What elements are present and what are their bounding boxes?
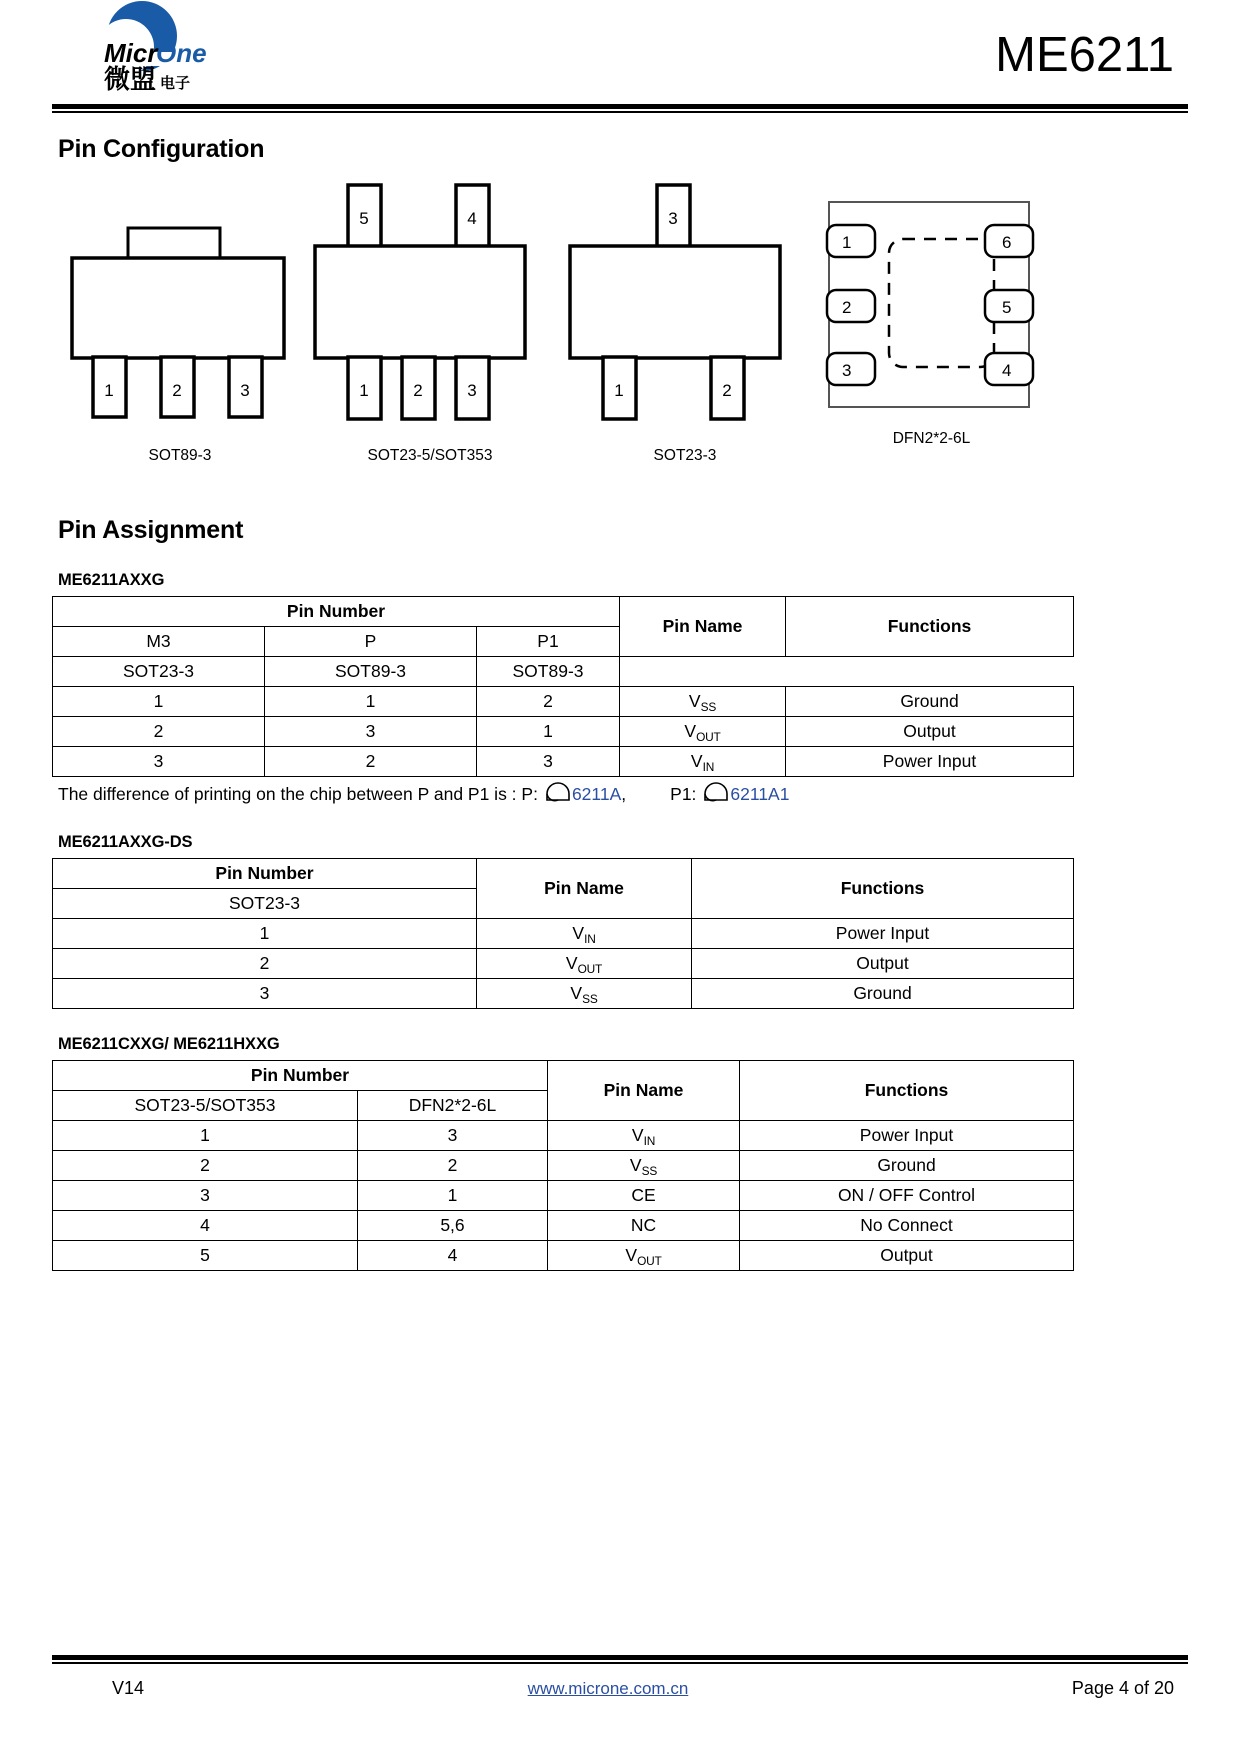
package-dfn2x2-6l — [824, 197, 1039, 448]
table-row — [53, 1241, 1074, 1271]
mark-svg — [545, 782, 571, 802]
pin-name-base: V — [690, 751, 703, 771]
cell-pin-name — [477, 949, 692, 979]
table-row — [53, 859, 1074, 889]
company-website-link[interactable]: www.microne.com.cn — [527, 1678, 689, 1698]
table3-group-header: Pin Number — [53, 1061, 548, 1091]
table-row — [53, 1151, 1074, 1181]
cell-pin-name — [477, 919, 692, 949]
cell-function: Power Input — [740, 1121, 1074, 1151]
cell-function: Power Input — [786, 747, 1074, 777]
table2-group-header: Pin Number — [53, 859, 477, 889]
sot89-3-drawing — [60, 196, 300, 436]
sot23-5-drawing — [310, 174, 550, 436]
cell-pin-name — [477, 979, 692, 1009]
table3-functions-header: Functions — [740, 1061, 1074, 1121]
cell-pin-name — [620, 687, 786, 717]
pin-name-sub: SS — [641, 1163, 658, 1178]
cell-function: ON / OFF Control — [740, 1181, 1074, 1211]
cell-pin-name — [548, 1151, 740, 1181]
table-row — [53, 1181, 1074, 1211]
cell-pin: 2 — [53, 949, 477, 979]
mark-svg — [703, 782, 729, 802]
cell-pin-p1: 1 — [477, 717, 620, 747]
cell-function: No Connect — [740, 1211, 1074, 1241]
pin-name-base: V — [684, 721, 697, 741]
svg-text:5: 5 — [1002, 298, 1012, 317]
cell-pin: 3 — [53, 979, 477, 1009]
pin-name-sub: SS — [582, 991, 598, 1006]
table3-pkg-sot23-5: SOT23-5/SOT353 — [53, 1091, 358, 1121]
table1-group-header: Pin Number — [53, 597, 620, 627]
cell-function: Ground — [786, 687, 1074, 717]
pin-name-base: CE — [631, 1185, 656, 1205]
svg-text:3: 3 — [240, 381, 250, 400]
cell-pin-sot: 4 — [53, 1211, 358, 1241]
table-row — [53, 1061, 1074, 1091]
svg-text:2: 2 — [413, 381, 423, 400]
microne-mark-icon — [545, 782, 571, 807]
part-number-title: ME6211 — [995, 28, 1174, 82]
pin-name-base: V — [565, 953, 578, 973]
svg-text:6: 6 — [1002, 233, 1012, 252]
cell-pin-p1: 2 — [477, 687, 620, 717]
svg-text:3: 3 — [842, 361, 852, 380]
table-row — [53, 687, 1074, 717]
document-version: V14 — [112, 1678, 145, 1698]
pin-name-base: V — [629, 1155, 642, 1175]
svg-text:1: 1 — [359, 381, 369, 400]
table-row — [53, 597, 1074, 627]
table3-pin-name-header: Pin Name — [548, 1061, 740, 1121]
cell-pin-name — [620, 717, 786, 747]
table1-col-header-p: P — [265, 627, 477, 657]
table1-col-header-p1: P1 — [477, 627, 620, 657]
pin-name-base: V — [572, 923, 585, 943]
pin-assignment-table-2 — [52, 858, 1074, 1009]
cell-pin-m3: 2 — [53, 717, 265, 747]
package-sot23-5 — [310, 174, 550, 465]
svg-text:2: 2 — [842, 298, 852, 317]
table3-title: ME6211CXXG/ ME6211HXXG — [58, 1035, 280, 1053]
pin-assignment-table-1 — [52, 596, 1074, 777]
pin-name-base: V — [570, 983, 583, 1003]
cell-pin-name — [620, 747, 786, 777]
note-label-p1: P1: — [670, 784, 697, 804]
svg-text:3: 3 — [467, 381, 477, 400]
svg-text:3: 3 — [668, 209, 678, 228]
package-caption-sot23-3: SOT23-3 — [653, 447, 717, 464]
note-comma: , — [621, 784, 627, 804]
pin-name-sub: IN — [643, 1133, 656, 1148]
svg-text:1: 1 — [842, 233, 852, 252]
table1-title: ME6211AXXG — [58, 571, 165, 589]
pin-name-base: V — [688, 691, 701, 711]
svg-text:4: 4 — [1002, 361, 1012, 380]
table3-pkg-dfn: DFN2*2-6L — [358, 1091, 548, 1121]
microne-mark-icon — [703, 782, 729, 807]
table-row — [53, 747, 1074, 777]
pin-name-sub: SS — [700, 699, 717, 714]
microne-logo — [82, 0, 232, 92]
svg-text:2: 2 — [172, 381, 182, 400]
cell-pin-dfn: 2 — [358, 1151, 548, 1181]
cell-function: Output — [740, 1241, 1074, 1271]
svg-text:Micr: Micr — [104, 38, 158, 68]
cell-pin-name — [548, 1121, 740, 1151]
package-sot23-3 — [565, 174, 805, 465]
cell-pin-dfn: 3 — [358, 1121, 548, 1151]
pin-name-base: V — [625, 1245, 638, 1265]
cell-pin: 1 — [53, 919, 477, 949]
svg-text:1: 1 — [104, 381, 114, 400]
cell-pin-sot: 3 — [53, 1181, 358, 1211]
svg-text:微盟: 微盟 — [104, 65, 157, 92]
cell-function: Power Input — [692, 919, 1074, 949]
cell-pin-sot: 2 — [53, 1151, 358, 1181]
cell-function: Ground — [740, 1151, 1074, 1181]
svg-text:4: 4 — [467, 209, 477, 228]
table1-functions-header: Functions — [786, 597, 1074, 657]
page-number: Page 4 of 20 — [1071, 1678, 1175, 1698]
cell-pin-p1: 3 — [477, 747, 620, 777]
table-row — [53, 1211, 1074, 1241]
table2-functions-header: Functions — [692, 859, 1074, 919]
table-row — [53, 979, 1074, 1009]
cell-pin-dfn: 1 — [358, 1181, 548, 1211]
pin-configuration-heading: Pin Configuration — [58, 135, 265, 163]
table2-title: ME6211AXXG-DS — [58, 833, 193, 851]
cell-pin-sot: 1 — [53, 1121, 358, 1151]
table1-pkg-p: SOT89-3 — [265, 657, 477, 687]
svg-text:1: 1 — [614, 381, 624, 400]
table1-pin-name-header: Pin Name — [620, 597, 786, 657]
pin-name-sub: OUT — [637, 1253, 662, 1268]
cell-pin-sot: 5 — [53, 1241, 358, 1271]
table1-col-header-m3: M3 — [53, 627, 265, 657]
pin-assignment-table-3 — [52, 1060, 1074, 1271]
table1-pkg-p1: SOT89-3 — [477, 657, 620, 687]
table-row — [53, 949, 1074, 979]
pin-name-sub: OUT — [577, 961, 603, 976]
pin-name-base: NC — [630, 1215, 657, 1235]
cell-function: Output — [786, 717, 1074, 747]
cell-function: Ground — [692, 979, 1074, 1009]
note-code-p: 6211A — [571, 784, 622, 804]
package-caption-sot23-5: SOT23-5/SOT353 — [367, 447, 493, 464]
pin-name-base: V — [631, 1125, 644, 1145]
footer-rule — [52, 1655, 1188, 1664]
package-sot89-3 — [60, 196, 300, 465]
cell-pin-p: 3 — [265, 717, 477, 747]
page-footer — [52, 1655, 1188, 1699]
cell-function: Output — [692, 949, 1074, 979]
cell-pin-name — [548, 1241, 740, 1271]
cell-pin-p: 2 — [265, 747, 477, 777]
cell-pin-dfn: 4 — [358, 1241, 548, 1271]
table2-pkg-sot23-3: SOT23-3 — [53, 889, 477, 919]
table1-pkg-m3: SOT23-3 — [53, 657, 265, 687]
cell-pin-p: 1 — [265, 687, 477, 717]
table2-pin-name-header: Pin Name — [477, 859, 692, 919]
logo-svg — [82, 0, 232, 92]
table-row — [53, 657, 1074, 687]
sot23-3-drawing — [565, 174, 805, 436]
pin-configuration-diagrams — [52, 174, 1188, 494]
dfn2x2-6l-drawing — [824, 197, 1039, 419]
header-rule — [52, 104, 1188, 113]
package-caption-sot89-3: SOT89-3 — [148, 447, 212, 464]
page-header — [52, 0, 1188, 100]
pin-assignment-heading: Pin Assignment — [58, 516, 244, 544]
table-row — [53, 717, 1074, 747]
cell-pin-name — [548, 1211, 740, 1241]
note-code-p1: 6211A1 — [730, 784, 790, 804]
cell-pin-m3: 1 — [53, 687, 265, 717]
pin-name-sub: IN — [584, 931, 596, 946]
cell-pin-name — [548, 1181, 740, 1211]
svg-text:2: 2 — [722, 381, 732, 400]
note-text: The difference of printing on the chip between P and P1 is : P: — [58, 784, 538, 804]
cell-pin-m3: 3 — [53, 747, 265, 777]
table-row — [53, 1121, 1074, 1151]
svg-text:5: 5 — [359, 209, 369, 228]
table-row — [53, 919, 1074, 949]
package-caption-dfn2x2-6l: DFN2*2-6L — [892, 430, 971, 447]
svg-text:One: One — [156, 38, 207, 68]
pin-name-sub: OUT — [696, 729, 721, 744]
cell-pin-dfn: 5,6 — [358, 1211, 548, 1241]
pin-name-sub: IN — [702, 759, 715, 774]
chip-printing-note — [58, 782, 1188, 807]
svg-text:电子: 电子 — [160, 74, 191, 92]
